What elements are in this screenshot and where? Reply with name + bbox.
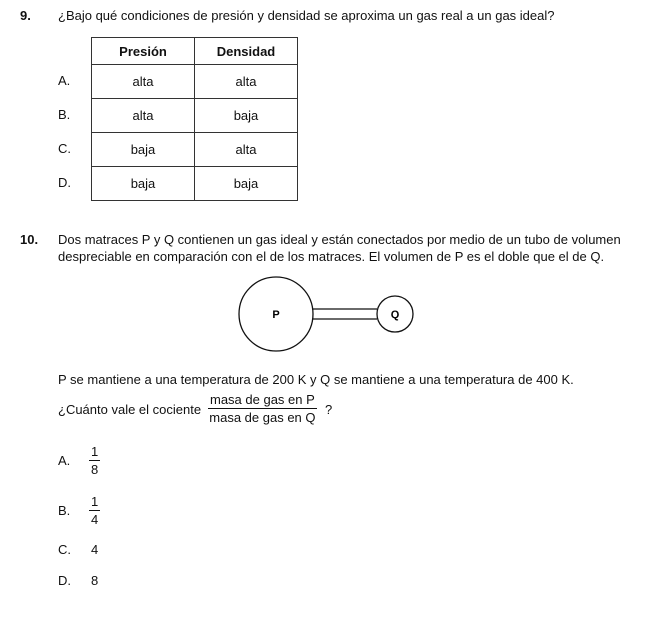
cell-presion: baja <box>92 167 195 201</box>
table-row <box>92 65 298 99</box>
answer-b-fraction <box>89 494 100 527</box>
q9-option-label-b: B. <box>58 107 71 122</box>
q10-number: 10. <box>20 232 39 247</box>
q9-option-label-d: D. <box>58 175 71 190</box>
answer-c-value: 4 <box>91 542 99 557</box>
answer-a-fraction <box>89 444 100 477</box>
q10-line2: despreciable en comparación con el de los matraces. El volumen de P es el doble que el de Q. <box>58 249 605 264</box>
cell-densidad: baja <box>195 167 298 201</box>
answer-b-numerator: 1 <box>91 494 99 509</box>
ratio-denominator: masa de gas en Q <box>209 410 316 425</box>
cell-presion: baja <box>92 133 195 167</box>
mass-ratio-fraction <box>208 392 317 425</box>
q9-number: 9. <box>20 8 31 23</box>
q9-text: ¿Bajo qué condiciones de presión y densidad se aproxima un gas real a un gas ideal? <box>58 8 555 23</box>
cell-densidad: baja <box>195 99 298 133</box>
table-row <box>92 99 298 133</box>
q9-options-table <box>91 37 298 201</box>
flasks-diagram <box>236 276 418 356</box>
answer-a-numerator: 1 <box>91 444 99 459</box>
cell-densidad: alta <box>195 133 298 167</box>
flask-q-label: Q <box>390 309 400 321</box>
cell-densidad: alta <box>195 65 298 99</box>
answer-label-c: C. <box>58 542 71 557</box>
q10-line1: Dos matraces P y Q contienen un gas ideal y están conectados por medio de un tubo de volumen <box>58 232 621 247</box>
answer-label-b: B. <box>58 503 71 518</box>
q9-option-label-a: A. <box>58 73 71 88</box>
answer-d-value: 8 <box>91 573 99 588</box>
flask-p-label: P <box>272 309 280 321</box>
table-header-row <box>92 38 298 65</box>
q9-option-label-c: C. <box>58 141 71 156</box>
ratio-numerator: masa de gas en P <box>210 392 315 407</box>
header-densidad: Densidad <box>195 38 298 65</box>
answer-b-denominator: 4 <box>91 512 99 527</box>
table-row <box>92 133 298 167</box>
q10-question-suffix: ? <box>325 402 333 417</box>
answer-a-denominator: 8 <box>91 462 99 477</box>
table-row <box>92 167 298 201</box>
q10-question-prefix: ¿Cuánto vale el cociente <box>58 402 202 417</box>
answer-label-d: D. <box>58 573 71 588</box>
answer-label-a: A. <box>58 453 71 468</box>
cell-presion: alta <box>92 65 195 99</box>
q10-temps: P se mantiene a una temperatura de 200 K y Q se mantiene a una temperatura de 400 K. <box>58 372 574 387</box>
header-presion: Presión <box>92 38 195 65</box>
cell-presion: alta <box>92 99 195 133</box>
